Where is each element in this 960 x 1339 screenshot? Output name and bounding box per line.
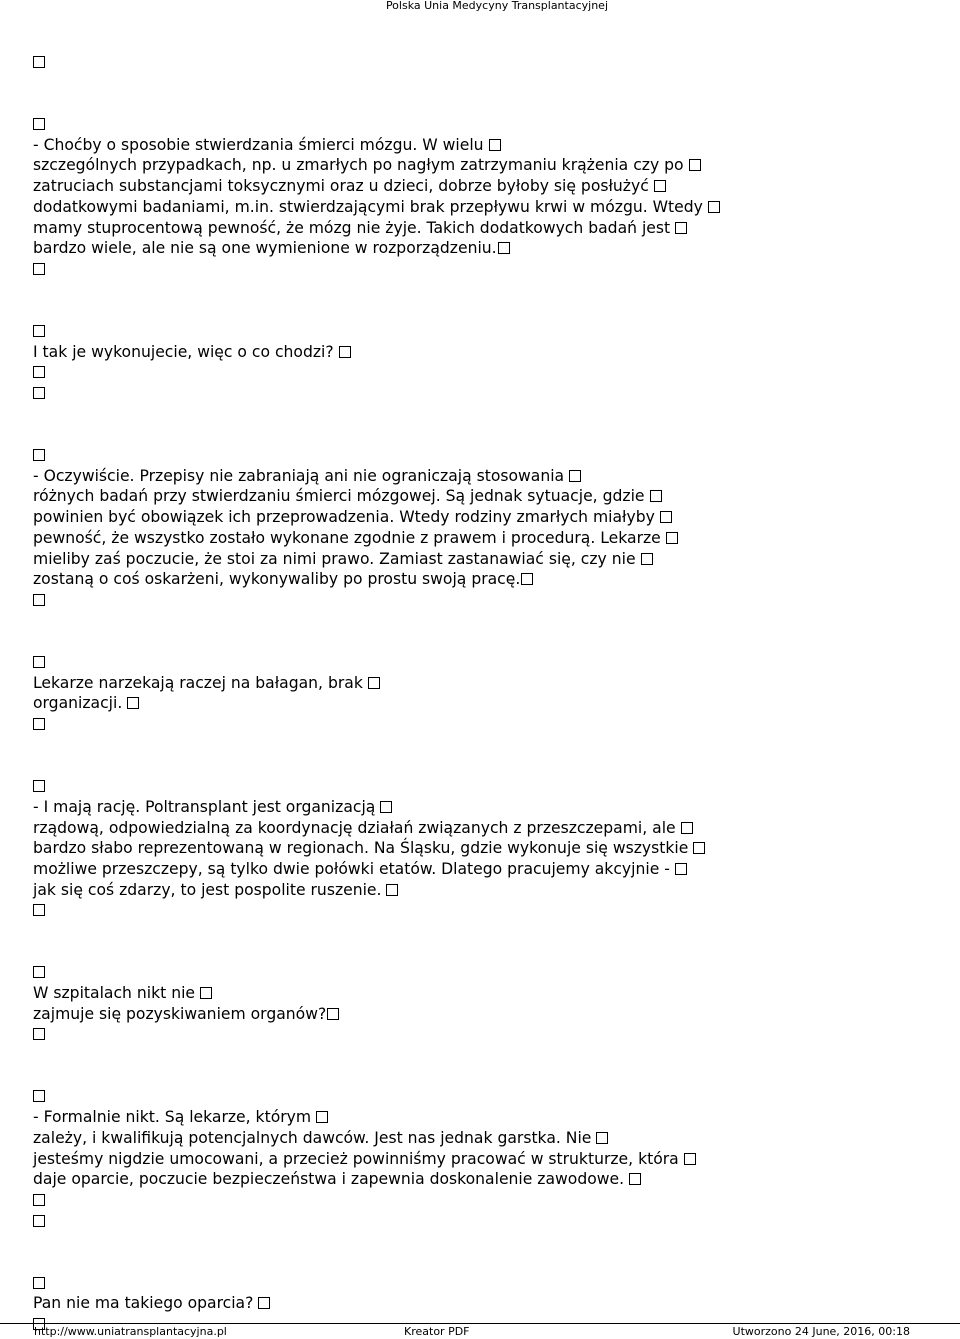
missing-glyph-icon [666, 532, 678, 544]
placeholder-box-line [33, 714, 933, 735]
missing-glyph-icon [521, 573, 533, 585]
text-line-content: Pan nie ma takiego oparcia? [33, 1294, 254, 1313]
missing-glyph-icon [33, 718, 45, 730]
missing-glyph-icon [693, 842, 705, 854]
missing-glyph-icon [654, 180, 666, 192]
missing-glyph-icon [200, 987, 212, 999]
missing-glyph-icon [675, 863, 687, 875]
footer-url-link[interactable]: http://www.uniatransplantacyjna.pl [34, 1325, 227, 1338]
placeholder-box-line [33, 776, 933, 797]
missing-glyph-icon [339, 346, 351, 358]
footer-creator: Kreator PDF [404, 1325, 470, 1338]
missing-glyph-icon [708, 201, 720, 213]
missing-glyph-icon [569, 470, 581, 482]
missing-glyph-icon [33, 449, 45, 461]
text-line [33, 569, 933, 590]
missing-glyph-icon [689, 159, 701, 171]
missing-glyph-icon [33, 263, 45, 275]
text-line [33, 135, 933, 156]
text-line [33, 155, 933, 176]
text-line [33, 466, 933, 487]
placeholder-box-line [33, 114, 933, 135]
question-line [33, 342, 933, 363]
missing-glyph-icon [660, 511, 672, 523]
text-line [33, 859, 933, 880]
text-line-content: bardzo słabo reprezentowaną w regionach. Na Śląsku, gdzie wykonuje się wszystkie [33, 839, 689, 858]
text-line [33, 1149, 933, 1170]
placeholder-box-line [33, 1273, 933, 1294]
placeholder-box-line [33, 900, 933, 921]
missing-glyph-icon [681, 822, 693, 834]
missing-glyph-icon [33, 966, 45, 978]
missing-glyph-icon [327, 1008, 339, 1020]
placeholder-box-line [33, 52, 933, 73]
placeholder-box-line [33, 1190, 933, 1211]
text-line-content: - Choćby o sposobie stwierdzania śmierci mózgu. W wielu [33, 135, 484, 154]
missing-glyph-icon [33, 656, 45, 668]
missing-glyph-icon [33, 594, 45, 606]
missing-glyph-icon [33, 780, 45, 792]
missing-glyph-icon [33, 325, 45, 337]
question-line [33, 983, 933, 1004]
text-line-content: mamy stuprocentową pewność, że mózg nie żyje. Takich dodatkowych badań jest [33, 218, 671, 237]
text-line-content: W szpitalach nikt nie [33, 984, 196, 1003]
text-line-content: powinien być obowiązek ich przeprowadzenia. Wtedy rodziny zmarłych miałyby [33, 508, 655, 527]
text-line-content: daje oparcie, poczucie bezpieczeństwa i zapewnia doskonalenie zawodowe. [33, 1170, 625, 1189]
placeholder-box-line [33, 1024, 933, 1045]
text-line-content: zostaną o coś oskarżeni, wykonywaliby po prostu swoją pracę. [33, 570, 521, 589]
text-line [33, 507, 933, 528]
question-line [33, 1293, 933, 1314]
text-line-content: jak się coś zdarzy, to jest pospolite ruszenie. [33, 880, 382, 899]
text-line [33, 797, 933, 818]
interview-text [33, 52, 933, 1335]
missing-glyph-icon [33, 1277, 45, 1289]
missing-glyph-icon [258, 1297, 270, 1309]
missing-glyph-icon [127, 697, 139, 709]
missing-glyph-icon [368, 677, 380, 689]
missing-glyph-icon [386, 884, 398, 896]
text-line-content: organizacji. [33, 694, 123, 713]
missing-glyph-icon [489, 139, 501, 151]
text-line [33, 486, 933, 507]
placeholder-box-line [33, 1211, 933, 1232]
placeholder-box-line [33, 259, 933, 280]
missing-glyph-icon [33, 1194, 45, 1206]
text-line-content: możliwe przeszczepy, są tylko dwie połówki etatów. Dlatego pracujemy akcyjnie - [33, 859, 670, 878]
missing-glyph-icon [33, 387, 45, 399]
missing-glyph-icon [380, 801, 392, 813]
missing-glyph-icon [33, 1028, 45, 1040]
missing-glyph-icon [629, 1173, 641, 1185]
text-line-content: - I mają rację. Poltransplant jest organizacją [33, 797, 376, 816]
missing-glyph-icon [33, 904, 45, 916]
missing-glyph-icon [684, 1153, 696, 1165]
text-line-content: - Formalnie nikt. Są lekarze, którym [33, 1108, 312, 1127]
text-line-content: - Oczywiście. Przepisy nie zabraniają ani nie ograniczają stosowania [33, 466, 565, 485]
placeholder-box-line [33, 652, 933, 673]
placeholder-box-line [33, 362, 933, 383]
document-footer [0, 1323, 960, 1338]
text-line [33, 1169, 933, 1190]
text-line-content: mieliby zaś poczucie, że stoi za nimi prawo. Zamiast zastanawiać się, czy nie [33, 549, 636, 568]
text-line [33, 880, 933, 901]
text-line-content: pewność, że wszystko zostało wykonane zgodnie z prawem i procedurą. Lekarze [33, 528, 661, 547]
text-line-content: zajmuje się pozyskiwaniem organów? [33, 1004, 327, 1023]
placeholder-box-line [33, 962, 933, 983]
missing-glyph-icon [33, 56, 45, 68]
text-line-content: Lekarze narzekają raczej na bałagan, brak [33, 673, 363, 692]
text-line-content: bardzo wiele, ale nie są one wymienione w rozporządzeniu. [33, 239, 497, 258]
text-line-content: I tak je wykonujecie, więc o co chodzi? [33, 342, 334, 361]
text-line [33, 1128, 933, 1149]
footer-created-date: Utworzono 24 June, 2016, 00:18 [732, 1325, 910, 1338]
text-line [33, 176, 933, 197]
missing-glyph-icon [33, 1215, 45, 1227]
missing-glyph-icon [596, 1132, 608, 1144]
placeholder-box-line [33, 1086, 933, 1107]
missing-glyph-icon [316, 1111, 328, 1123]
missing-glyph-icon [33, 118, 45, 130]
missing-glyph-icon [498, 242, 510, 254]
placeholder-box-line [33, 590, 933, 611]
text-line-content: różnych badań przy stwierdzaniu śmierci mózgowej. Są jednak sytuacje, gdzie [33, 487, 645, 506]
text-line [33, 197, 933, 218]
text-line-content: zatruciach substancjami toksycznymi oraz u dzieci, dobrze byłoby się posłużyć [33, 177, 649, 196]
text-line-content: szczególnych przypadkach, np. u zmarłych po nagłym zatrzymaniu krążenia czy po [33, 156, 684, 175]
text-line-content: jesteśmy nigdzie umocowani, a przecież powinniśmy pracować w strukturze, która [33, 1149, 679, 1168]
text-line [33, 528, 933, 549]
missing-glyph-icon [650, 490, 662, 502]
text-line-content: dodatkowymi badaniami, m.in. stwierdzającymi brak przepływu krwi w mózgu. Wtedy [33, 197, 703, 216]
missing-glyph-icon [33, 1090, 45, 1102]
question-line [33, 693, 933, 714]
text-line [33, 549, 933, 570]
question-line [33, 1004, 933, 1025]
missing-glyph-icon [641, 553, 653, 565]
question-line [33, 673, 933, 694]
placeholder-box-line [33, 321, 933, 342]
text-line [33, 218, 933, 239]
text-line-content: zależy, i kwalifikują potencjalnych dawców. Jest nas jednak garstka. Nie [33, 1128, 592, 1147]
text-line [33, 838, 933, 859]
document-header: Polska Unia Medycyny Transplantacyjnej [385, 0, 608, 12]
placeholder-box-line [33, 445, 933, 466]
text-line-content: rządową, odpowiedzialną za koordynację działań związanych z przeszczepami, ale [33, 818, 676, 837]
placeholder-box-line [33, 383, 933, 404]
missing-glyph-icon [33, 366, 45, 378]
missing-glyph-icon [675, 222, 687, 234]
text-line [33, 818, 933, 839]
text-line [33, 238, 933, 259]
text-line [33, 1107, 933, 1128]
